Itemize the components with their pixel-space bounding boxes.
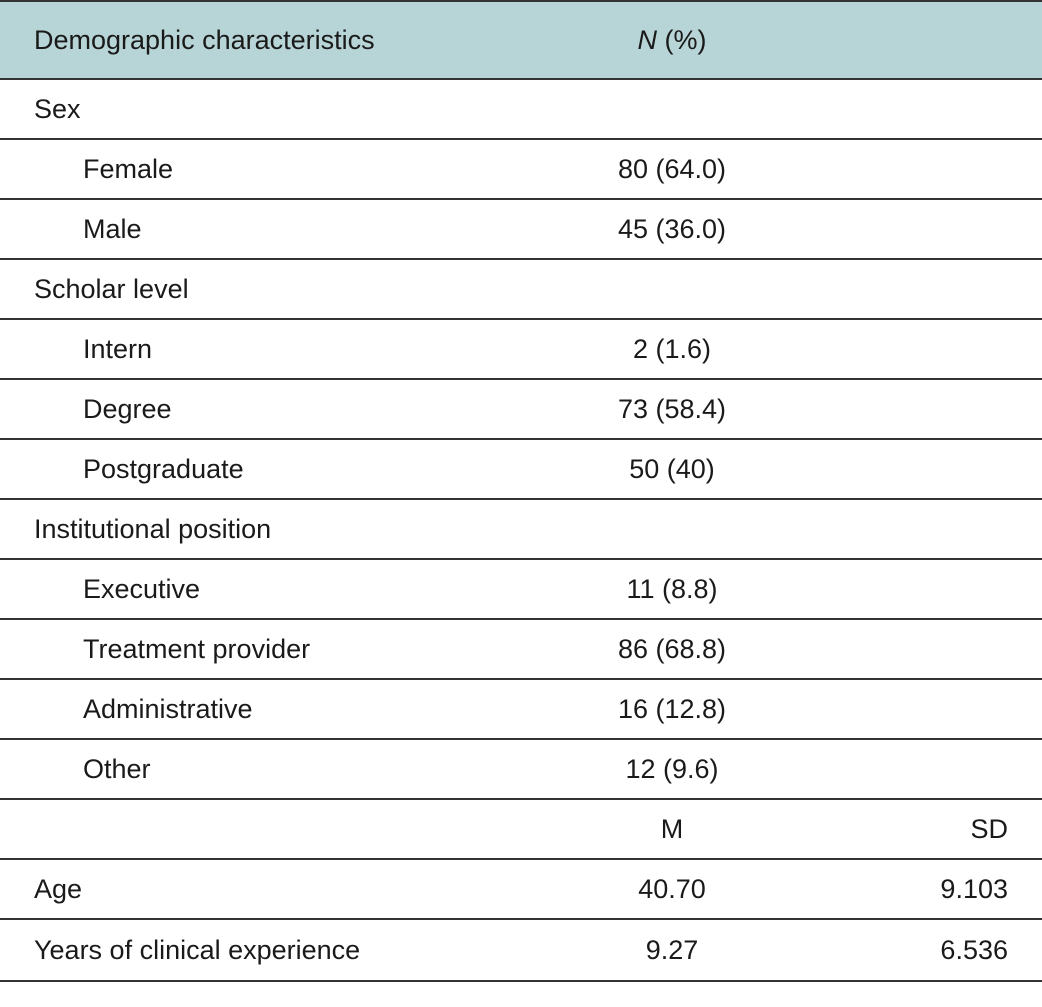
section-title: Sex (34, 93, 81, 124)
section-row-sex (0, 80, 1042, 140)
table-row (0, 200, 1042, 260)
row-value: 12 (9.6) (625, 753, 719, 784)
stats-header-sd: SD (970, 813, 1008, 844)
table-row (0, 680, 1042, 740)
row-label: Male (83, 213, 142, 244)
row-value: 80 (64.0) (617, 153, 727, 184)
row-value: 2 (1.6) (632, 333, 712, 364)
row-label: Years of clinical experience (34, 934, 361, 965)
table-row (0, 860, 1042, 920)
table-row (0, 320, 1042, 380)
row-value: 86 (68.8) (617, 633, 727, 664)
row-label: Other (83, 753, 151, 784)
row-label: Treatment provider (83, 633, 311, 664)
table-row (0, 440, 1042, 500)
row-value: 73 (58.4) (617, 393, 727, 424)
row-label: Intern (83, 333, 153, 364)
section-title: Scholar level (34, 273, 189, 304)
row-label: Postgraduate (83, 453, 244, 484)
table-row (0, 380, 1042, 440)
table-row (0, 620, 1042, 680)
row-label: Degree (83, 393, 172, 424)
header-percent: (%) (657, 24, 707, 55)
table-row (0, 740, 1042, 800)
row-value: 50 (40) (629, 453, 715, 484)
row-sd-value: 6.536 (940, 934, 1008, 965)
section-title: Institutional position (34, 513, 272, 544)
section-row-scholar-level (0, 260, 1042, 320)
row-value: 16 (12.8) (617, 693, 727, 724)
row-label: Age (34, 873, 83, 904)
section-row-institutional-position (0, 500, 1042, 560)
row-value: 45 (36.0) (617, 213, 727, 244)
row-label: Female (83, 153, 174, 184)
row-sd-value: 9.103 (940, 873, 1008, 904)
row-m-value: 9.27 (645, 934, 699, 965)
header-label: Demographic characteristics (34, 24, 375, 55)
header-n: N (637, 24, 657, 55)
table-row (0, 140, 1042, 200)
stats-header-row (0, 800, 1042, 860)
table-row (0, 560, 1042, 620)
row-label: Administrative (83, 693, 253, 724)
row-m-value: 40.70 (638, 873, 706, 904)
row-label: Executive (83, 573, 201, 604)
row-value: 11 (8.8) (626, 573, 718, 604)
header-n-percent (520, 2, 824, 78)
stats-header-m: M (660, 813, 684, 844)
table-header-row (0, 0, 1042, 80)
table-row (0, 920, 1042, 982)
